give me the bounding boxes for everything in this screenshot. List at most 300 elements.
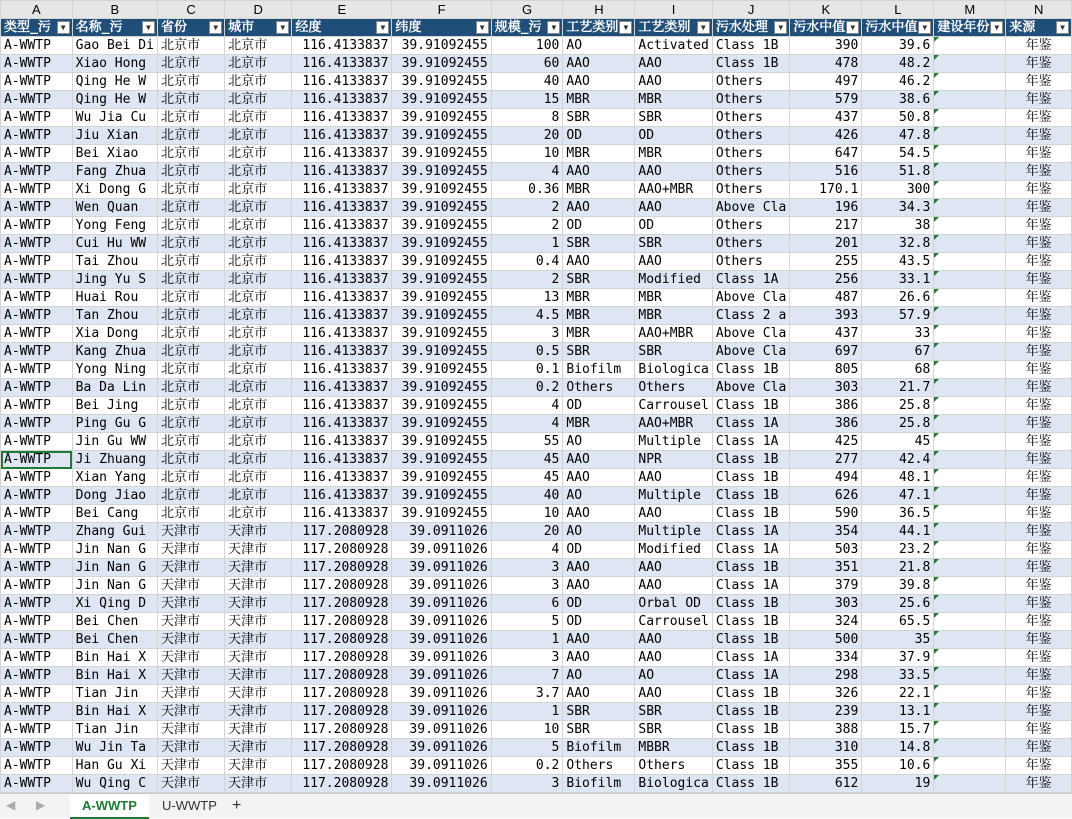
table-cell[interactable]: 39.0911026	[392, 703, 491, 721]
table-cell[interactable]: 437	[790, 325, 862, 343]
table-cell[interactable]: 386	[790, 397, 862, 415]
table-cell[interactable]: Others	[712, 91, 789, 109]
table-cell[interactable]: Multiple	[635, 433, 712, 451]
table-cell[interactable]: 0.1	[491, 361, 563, 379]
table-cell[interactable]: 年鉴	[1006, 271, 1072, 289]
table-cell[interactable]: 44.1	[862, 523, 934, 541]
table-cell[interactable]: 北京市	[225, 253, 292, 271]
table-cell[interactable]: Modified	[635, 271, 712, 289]
table-cell[interactable]	[934, 163, 1006, 181]
table-cell[interactable]: Jin Gu WW	[72, 433, 157, 451]
table-cell[interactable]: Class 1B	[712, 37, 789, 55]
table-cell[interactable]: 北京市	[157, 307, 224, 325]
table-cell[interactable]: AAO	[563, 577, 635, 595]
table-cell[interactable]: 年鉴	[1006, 451, 1072, 469]
table-cell[interactable]: Bei Chen	[72, 631, 157, 649]
table-cell[interactable]: Ji Zhuang	[72, 451, 157, 469]
table-cell[interactable]: 年鉴	[1006, 649, 1072, 667]
table-cell[interactable]: 116.4133837	[292, 325, 392, 343]
table-cell[interactable]: 天津市	[157, 739, 224, 757]
table-cell[interactable]: 北京市	[225, 451, 292, 469]
table-cell[interactable]: 50.8	[862, 109, 934, 127]
table-cell[interactable]: Fang Zhua	[72, 163, 157, 181]
table-cell[interactable]: 4.5	[491, 307, 563, 325]
table-cell[interactable]: A-WWTP	[1, 325, 73, 343]
header-cell[interactable]	[712, 19, 789, 37]
table-cell[interactable]: 19	[862, 775, 934, 793]
table-cell[interactable]: Class 1A	[712, 577, 789, 595]
table-cell[interactable]: 117.2080928	[292, 613, 392, 631]
table-cell[interactable]: 北京市	[225, 415, 292, 433]
table-cell[interactable]: Class 1B	[712, 559, 789, 577]
table-cell[interactable]: 天津市	[225, 613, 292, 631]
table-cell[interactable]: 39.91092455	[392, 451, 491, 469]
table-cell[interactable]: Above Cla	[712, 199, 789, 217]
table-cell[interactable]	[934, 703, 1006, 721]
table-cell[interactable]: 北京市	[225, 163, 292, 181]
table-cell[interactable]: Activated	[635, 37, 712, 55]
table-cell[interactable]	[934, 739, 1006, 757]
table-cell[interactable]: 北京市	[225, 109, 292, 127]
filter-dropdown-icon[interactable]: ▼	[697, 21, 710, 34]
table-cell[interactable]: 23.2	[862, 541, 934, 559]
table-cell[interactable]: SBR	[563, 721, 635, 739]
table-cell[interactable]: 年鉴	[1006, 109, 1072, 127]
table-cell[interactable]: 北京市	[157, 253, 224, 271]
table-cell[interactable]	[934, 91, 1006, 109]
table-cell[interactable]: AAO+MBR	[635, 325, 712, 343]
table-cell[interactable]: 425	[790, 433, 862, 451]
table-cell[interactable]: 39.91092455	[392, 145, 491, 163]
table-cell[interactable]: Others	[635, 757, 712, 775]
table-cell[interactable]: 北京市	[157, 181, 224, 199]
table-cell[interactable]	[934, 235, 1006, 253]
table-cell[interactable]	[934, 307, 1006, 325]
table-cell[interactable]: 2	[491, 271, 563, 289]
table-cell[interactable]: 3	[491, 325, 563, 343]
table-cell[interactable]: AAO	[563, 253, 635, 271]
table-cell[interactable]: 39.91092455	[392, 127, 491, 145]
table-cell[interactable]: 天津市	[225, 649, 292, 667]
table-cell[interactable]: Carrousel	[635, 613, 712, 631]
table-cell[interactable]: 北京市	[225, 217, 292, 235]
column-header-k[interactable]: K	[790, 1, 862, 19]
table-cell[interactable]: Class 1B	[712, 703, 789, 721]
table-cell[interactable]: 116.4133837	[292, 307, 392, 325]
table-cell[interactable]: 390	[790, 37, 862, 55]
column-header-g[interactable]: G	[491, 1, 563, 19]
table-cell[interactable]: 117.2080928	[292, 595, 392, 613]
table-cell[interactable]: 7	[491, 667, 563, 685]
table-cell[interactable]: 3	[491, 649, 563, 667]
table-cell[interactable]: 45	[491, 469, 563, 487]
table-cell[interactable]: 39.91092455	[392, 181, 491, 199]
table-cell[interactable]: 46.2	[862, 73, 934, 91]
table-cell[interactable]: AAO+MBR	[635, 181, 712, 199]
table-cell[interactable]	[934, 487, 1006, 505]
table-cell[interactable]: Above Cla	[712, 343, 789, 361]
table-cell[interactable]: 116.4133837	[292, 73, 392, 91]
table-cell[interactable]: 117.2080928	[292, 631, 392, 649]
table-cell[interactable]: 天津市	[157, 685, 224, 703]
table-cell[interactable]: 年鉴	[1006, 163, 1072, 181]
table-cell[interactable]: Above Cla	[712, 379, 789, 397]
table-cell[interactable]: 256	[790, 271, 862, 289]
table-cell[interactable]: 38.6	[862, 91, 934, 109]
table-cell[interactable]: 57.9	[862, 307, 934, 325]
table-cell[interactable]: 天津市	[225, 739, 292, 757]
table-cell[interactable]: 39.0911026	[392, 595, 491, 613]
table-cell[interactable]: A-WWTP	[1, 379, 73, 397]
table-cell[interactable]: 298	[790, 667, 862, 685]
table-cell[interactable]: Class 1B	[712, 631, 789, 649]
table-cell[interactable]: 5	[491, 613, 563, 631]
table-cell[interactable]: 北京市	[225, 181, 292, 199]
table-cell[interactable]: 4	[491, 397, 563, 415]
table-cell[interactable]: 33.1	[862, 271, 934, 289]
table-cell[interactable]: 351	[790, 559, 862, 577]
table-cell[interactable]: 67	[862, 343, 934, 361]
table-cell[interactable]	[934, 199, 1006, 217]
table-cell[interactable]	[934, 559, 1006, 577]
table-cell[interactable]: 39.91092455	[392, 397, 491, 415]
table-cell[interactable]: 355	[790, 757, 862, 775]
table-cell[interactable]: AO	[563, 37, 635, 55]
column-header-e[interactable]: E	[292, 1, 392, 19]
table-cell[interactable]: Class 1A	[712, 541, 789, 559]
table-cell[interactable]: 303	[790, 595, 862, 613]
table-cell[interactable]: 590	[790, 505, 862, 523]
table-cell[interactable]: 天津市	[157, 577, 224, 595]
table-cell[interactable]: Class 1B	[712, 739, 789, 757]
table-cell[interactable]: Others	[563, 379, 635, 397]
filter-dropdown-icon[interactable]: ▼	[918, 21, 931, 34]
table-cell[interactable]: MBR	[635, 289, 712, 307]
table-cell[interactable]: AAO	[635, 631, 712, 649]
table-cell[interactable]: AAO	[635, 55, 712, 73]
table-cell[interactable]: 年鉴	[1006, 667, 1072, 685]
table-cell[interactable]: Bin Hai X	[72, 703, 157, 721]
column-header-m[interactable]: M	[934, 1, 1006, 19]
table-cell[interactable]: A-WWTP	[1, 775, 73, 793]
table-cell[interactable]: 388	[790, 721, 862, 739]
table-cell[interactable]: 年鉴	[1006, 415, 1072, 433]
table-cell[interactable]: A-WWTP	[1, 595, 73, 613]
table-cell[interactable]: 310	[790, 739, 862, 757]
table-cell[interactable]: 年鉴	[1006, 721, 1072, 739]
table-cell[interactable]: 北京市	[157, 379, 224, 397]
table-cell[interactable]: AAO	[563, 649, 635, 667]
filter-dropdown-icon[interactable]: ▼	[376, 21, 389, 34]
table-cell[interactable]: Class 1A	[712, 415, 789, 433]
table-cell[interactable]: SBR	[635, 703, 712, 721]
table-cell[interactable]: 北京市	[157, 415, 224, 433]
table-cell[interactable]: 天津市	[157, 757, 224, 775]
table-cell[interactable]: 39.91092455	[392, 163, 491, 181]
table-cell[interactable]: MBR	[635, 91, 712, 109]
column-header-d[interactable]: D	[225, 1, 292, 19]
table-cell[interactable]: 39.0911026	[392, 667, 491, 685]
column-header-j[interactable]: J	[712, 1, 789, 19]
table-cell[interactable]: Huai Rou	[72, 289, 157, 307]
table-cell[interactable]	[934, 685, 1006, 703]
table-cell[interactable]: Others	[712, 235, 789, 253]
table-cell[interactable]: 0.36	[491, 181, 563, 199]
table-cell[interactable]: 39.91092455	[392, 361, 491, 379]
filter-dropdown-icon[interactable]: ▼	[990, 21, 1003, 34]
table-cell[interactable]: 116.4133837	[292, 163, 392, 181]
table-cell[interactable]: Biologica	[635, 361, 712, 379]
table-cell[interactable]: 39.8	[862, 577, 934, 595]
table-cell[interactable]: A-WWTP	[1, 181, 73, 199]
table-cell[interactable]: 年鉴	[1006, 397, 1072, 415]
header-cell[interactable]	[635, 19, 712, 37]
table-cell[interactable]: AAO	[563, 163, 635, 181]
table-cell[interactable]: 612	[790, 775, 862, 793]
table-cell[interactable]: Jin Nan G	[72, 577, 157, 595]
table-cell[interactable]: 天津市	[225, 721, 292, 739]
table-cell[interactable]: 北京市	[157, 271, 224, 289]
table-cell[interactable]: 34.3	[862, 199, 934, 217]
table-cell[interactable]: 805	[790, 361, 862, 379]
table-cell[interactable]	[934, 271, 1006, 289]
table-cell[interactable]: Others	[635, 379, 712, 397]
table-cell[interactable]: Bei Chen	[72, 613, 157, 631]
table-cell[interactable]: Xian Yang	[72, 469, 157, 487]
table-cell[interactable]: MBR	[563, 289, 635, 307]
table-cell[interactable]: A-WWTP	[1, 307, 73, 325]
table-cell[interactable]: 255	[790, 253, 862, 271]
column-header-b[interactable]: B	[72, 1, 157, 19]
table-cell[interactable]: Tan Zhou	[72, 307, 157, 325]
table-cell[interactable]: 10	[491, 721, 563, 739]
table-cell[interactable]	[934, 775, 1006, 793]
table-cell[interactable]: Biofilm	[563, 361, 635, 379]
table-cell[interactable]: OD	[635, 127, 712, 145]
table-cell[interactable]: A-WWTP	[1, 199, 73, 217]
table-cell[interactable]: 117.2080928	[292, 739, 392, 757]
table-cell[interactable]	[934, 73, 1006, 91]
table-cell[interactable]: 354	[790, 523, 862, 541]
table-cell[interactable]: 3	[491, 559, 563, 577]
table-cell[interactable]: A-WWTP	[1, 127, 73, 145]
table-cell[interactable]: 天津市	[157, 667, 224, 685]
header-cell[interactable]	[491, 19, 563, 37]
table-cell[interactable]: 22.1	[862, 685, 934, 703]
table-cell[interactable]: SBR	[563, 343, 635, 361]
table-cell[interactable]: Multiple	[635, 523, 712, 541]
table-cell[interactable]: AAO	[635, 505, 712, 523]
table-cell[interactable]: Others	[712, 127, 789, 145]
table-cell[interactable]: 39.91092455	[392, 343, 491, 361]
table-cell[interactable]: OD	[635, 217, 712, 235]
header-cell[interactable]	[934, 19, 1006, 37]
table-cell[interactable]: OD	[563, 595, 635, 613]
table-cell[interactable]: Class 1B	[712, 451, 789, 469]
table-cell[interactable]: 116.4133837	[292, 181, 392, 199]
table-cell[interactable]: 626	[790, 487, 862, 505]
table-cell[interactable]: 北京市	[157, 235, 224, 253]
table-cell[interactable]: 39.91092455	[392, 217, 491, 235]
table-cell[interactable]: 天津市	[225, 703, 292, 721]
table-cell[interactable]	[934, 721, 1006, 739]
table-cell[interactable]: Jin Nan G	[72, 559, 157, 577]
table-cell[interactable]: Ping Gu G	[72, 415, 157, 433]
table-cell[interactable]: Qing He W	[72, 73, 157, 91]
table-cell[interactable]: Above Cla	[712, 289, 789, 307]
table-cell[interactable]: A-WWTP	[1, 433, 73, 451]
table-cell[interactable]: 20	[491, 127, 563, 145]
table-cell[interactable]: 北京市	[225, 433, 292, 451]
table-cell[interactable]: 386	[790, 415, 862, 433]
table-cell[interactable]: AAO	[635, 559, 712, 577]
table-cell[interactable]	[934, 109, 1006, 127]
table-cell[interactable]: AAO	[635, 163, 712, 181]
table-cell[interactable]: 天津市	[225, 541, 292, 559]
table-cell[interactable]: 4	[491, 415, 563, 433]
table-cell[interactable]: 116.4133837	[292, 109, 392, 127]
table-cell[interactable]: 0.2	[491, 757, 563, 775]
table-cell[interactable]: 北京市	[157, 487, 224, 505]
table-cell[interactable]: OD	[563, 217, 635, 235]
table-cell[interactable]: Ba Da Lin	[72, 379, 157, 397]
table-cell[interactable]: 33	[862, 325, 934, 343]
table-cell[interactable]	[934, 253, 1006, 271]
table-cell[interactable]: A-WWTP	[1, 559, 73, 577]
table-cell[interactable]: MBR	[563, 91, 635, 109]
table-cell[interactable]: 116.4133837	[292, 379, 392, 397]
table-cell[interactable]: 北京市	[225, 379, 292, 397]
table-cell[interactable]: 116.4133837	[292, 199, 392, 217]
table-cell[interactable]: 天津市	[225, 559, 292, 577]
table-cell[interactable]: 25.8	[862, 415, 934, 433]
table-cell[interactable]: A-WWTP	[1, 91, 73, 109]
table-cell[interactable]: 天津市	[157, 613, 224, 631]
table-cell[interactable]: AAO	[635, 253, 712, 271]
table-cell[interactable]: 39.0911026	[392, 559, 491, 577]
table-cell[interactable]: Others	[712, 181, 789, 199]
table-cell[interactable]: 45	[862, 433, 934, 451]
table-cell[interactable]: 54.5	[862, 145, 934, 163]
table-cell[interactable]: 39.91092455	[392, 73, 491, 91]
table-cell[interactable]: 年鉴	[1006, 613, 1072, 631]
table-cell[interactable]: Class 1B	[712, 397, 789, 415]
table-cell[interactable]: OD	[563, 613, 635, 631]
table-cell[interactable]	[934, 757, 1006, 775]
table-cell[interactable]: 579	[790, 91, 862, 109]
table-cell[interactable]: 北京市	[157, 397, 224, 415]
table-cell[interactable]: 3.7	[491, 685, 563, 703]
table-cell[interactable]	[934, 415, 1006, 433]
table-cell[interactable]: Bei Xiao	[72, 145, 157, 163]
table-cell[interactable]: 北京市	[157, 127, 224, 145]
table-cell[interactable]: 北京市	[225, 37, 292, 55]
table-cell[interactable]: 10.6	[862, 757, 934, 775]
table-cell[interactable]: 天津市	[157, 775, 224, 793]
table-cell[interactable]: 天津市	[225, 667, 292, 685]
table-cell[interactable]: Modified	[635, 541, 712, 559]
table-cell[interactable]	[934, 649, 1006, 667]
column-header-l[interactable]: L	[862, 1, 934, 19]
filter-dropdown-icon[interactable]: ▼	[476, 21, 489, 34]
table-cell[interactable]: A-WWTP	[1, 613, 73, 631]
table-cell[interactable]: Wu Jia Cu	[72, 109, 157, 127]
table-cell[interactable]: 116.4133837	[292, 235, 392, 253]
header-cell[interactable]	[1006, 19, 1072, 37]
table-cell[interactable]: 北京市	[157, 217, 224, 235]
table-cell[interactable]: 年鉴	[1006, 91, 1072, 109]
table-cell[interactable]: 117.2080928	[292, 703, 392, 721]
table-cell[interactable]: 487	[790, 289, 862, 307]
table-cell[interactable]: Class 1B	[712, 361, 789, 379]
table-cell[interactable]: Class 1B	[712, 487, 789, 505]
table-cell[interactable]: SBR	[635, 721, 712, 739]
table-cell[interactable]: 年鉴	[1006, 253, 1072, 271]
table-cell[interactable]: A-WWTP	[1, 577, 73, 595]
header-cell[interactable]	[225, 19, 292, 37]
table-cell[interactable]: 北京市	[157, 433, 224, 451]
table-cell[interactable]: 117.2080928	[292, 757, 392, 775]
table-cell[interactable]: 年鉴	[1006, 37, 1072, 55]
table-cell[interactable]: 117.2080928	[292, 667, 392, 685]
table-cell[interactable]: 39.91092455	[392, 379, 491, 397]
table-cell[interactable]: 39.0911026	[392, 613, 491, 631]
table-cell[interactable]: 42.4	[862, 451, 934, 469]
table-cell[interactable]: 年鉴	[1006, 343, 1072, 361]
column-header-a[interactable]: A	[1, 1, 73, 19]
table-cell[interactable]: Qing He W	[72, 91, 157, 109]
table-cell[interactable]	[934, 325, 1006, 343]
table-cell[interactable]: 2	[491, 217, 563, 235]
table-cell[interactable]: Class 1B	[712, 757, 789, 775]
table-cell[interactable]: 1	[491, 235, 563, 253]
table-cell[interactable]	[934, 613, 1006, 631]
header-cell[interactable]	[790, 19, 862, 37]
table-cell[interactable]: 478	[790, 55, 862, 73]
table-cell[interactable]: 年鉴	[1006, 235, 1072, 253]
column-header-i[interactable]: I	[635, 1, 712, 19]
table-cell[interactable]: 117.2080928	[292, 577, 392, 595]
table-cell[interactable]: Class 1B	[712, 775, 789, 793]
table-cell[interactable]: Wen Quan	[72, 199, 157, 217]
header-cell[interactable]	[72, 19, 157, 37]
table-cell[interactable]: 100	[491, 37, 563, 55]
table-cell[interactable]: 年鉴	[1006, 199, 1072, 217]
table-cell[interactable]: AAO	[635, 577, 712, 595]
filter-dropdown-icon[interactable]: ▼	[846, 21, 859, 34]
table-cell[interactable]: 北京市	[225, 55, 292, 73]
table-cell[interactable]	[934, 541, 1006, 559]
table-cell[interactable]: 天津市	[157, 523, 224, 541]
table-cell[interactable]: 116.4133837	[292, 253, 392, 271]
tab-u-wwtp[interactable]: U-WWTP	[162, 798, 217, 813]
column-header-h[interactable]: H	[563, 1, 635, 19]
table-cell[interactable]: 39.91092455	[392, 199, 491, 217]
table-cell[interactable]: A-WWTP	[1, 253, 73, 271]
table-cell[interactable]: Wu Jin Ta	[72, 739, 157, 757]
table-cell[interactable]: 年鉴	[1006, 73, 1072, 91]
table-cell[interactable]	[934, 361, 1006, 379]
table-cell[interactable]: 217	[790, 217, 862, 235]
table-cell[interactable]: Dong Jiao	[72, 487, 157, 505]
table-cell[interactable]: 天津市	[157, 541, 224, 559]
table-cell[interactable]: A-WWTP	[1, 289, 73, 307]
table-cell[interactable]: A-WWTP	[1, 37, 73, 55]
table-cell[interactable]: Class 1B	[712, 613, 789, 631]
table-cell[interactable]: 116.4133837	[292, 343, 392, 361]
table-cell[interactable]: 35	[862, 631, 934, 649]
table-cell[interactable]: 年鉴	[1006, 307, 1072, 325]
